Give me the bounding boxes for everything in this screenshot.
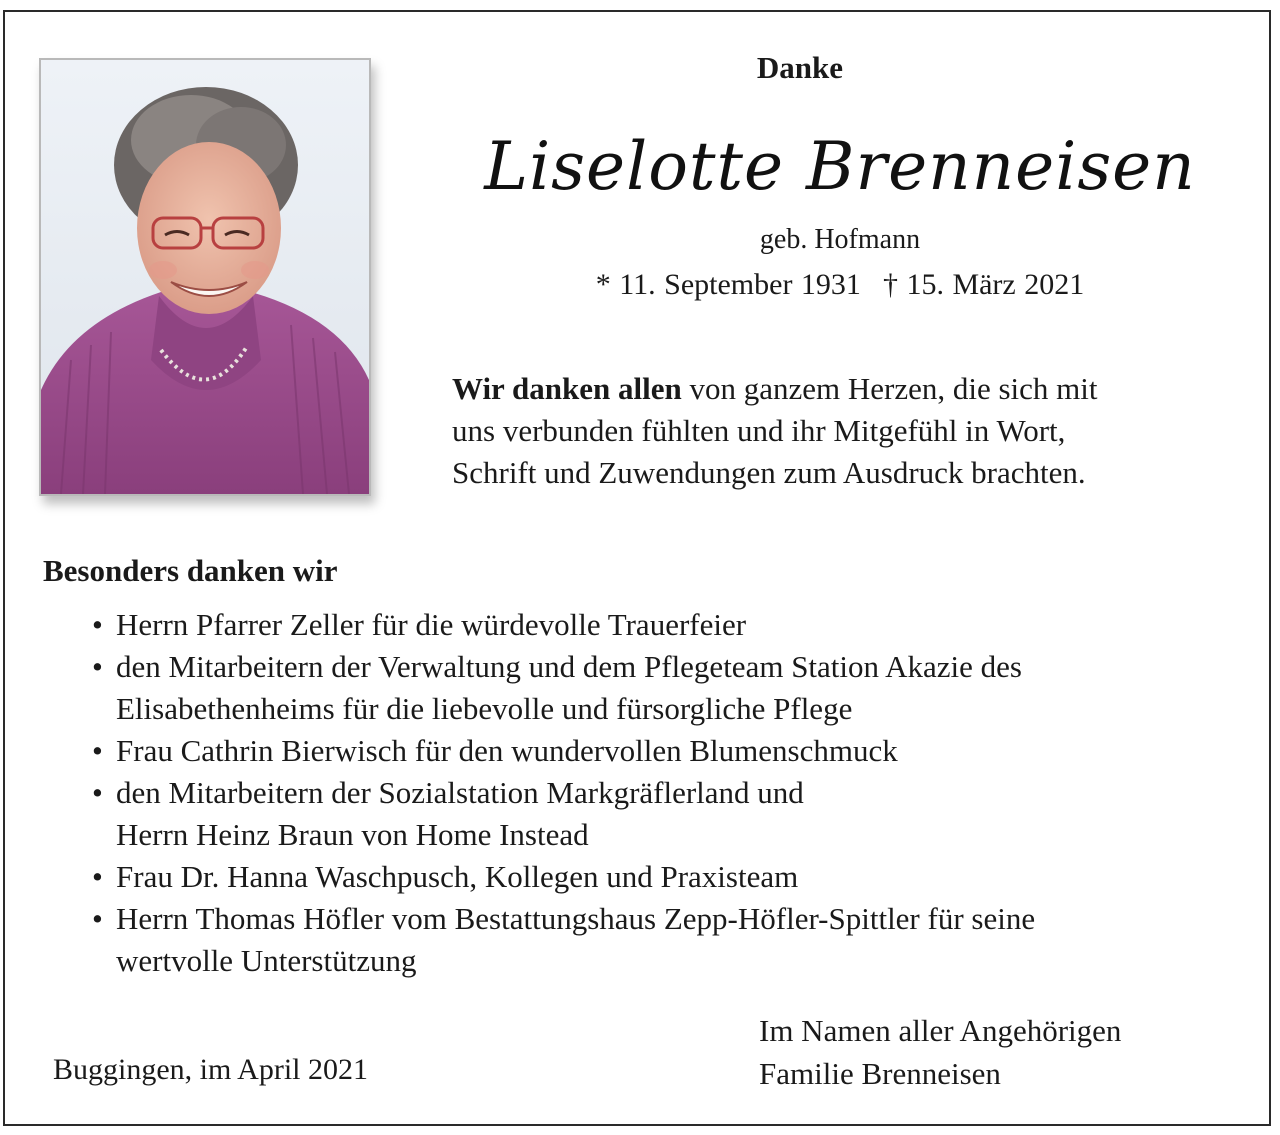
life-dates (560, 268, 1120, 302)
list-item (92, 898, 1212, 982)
special-thanks-heading: Besonders danken wir (43, 553, 338, 588)
list-item (92, 730, 1212, 772)
thanks-line-2: uns verbunden fühlten und ihr Mitgefühl in Wort, (452, 413, 1066, 448)
list-item-line: Elisabethenheims für die liebevolle und fürsorgliche Pflege (116, 691, 853, 726)
list-item-line: wertvolle Unterstützung (116, 943, 417, 978)
bullet: • (92, 607, 103, 642)
thanks-paragraph (452, 368, 1252, 494)
signature-line-2: Familie Brenneisen (759, 1056, 1001, 1091)
bullet: • (92, 859, 103, 894)
list-item (92, 646, 1212, 730)
signature-line-1: Im Namen aller Angehörigen (759, 1013, 1122, 1048)
thanks-line-1-rest: von ganzem Herzen, die sich mit (681, 371, 1098, 406)
list-item-line: den Mitarbeitern der Verwaltung und dem Pflegeteam Station Akazie des (116, 649, 1022, 684)
deceased-name: Liselotte Brenneisen (484, 128, 1196, 205)
place-and-date: Buggingen, im April 2021 (53, 1053, 368, 1086)
bullet: • (92, 649, 103, 684)
maiden-name: geb. Hofmann (759, 224, 921, 255)
thanks-line-3: Schrift und Zuwendungen zum Ausdruck brachten. (452, 455, 1086, 490)
bullet: • (92, 733, 103, 768)
list-item-line: Herrn Pfarrer Zeller für die würdevolle Trauerfeier (116, 607, 747, 642)
list-item-line: Frau Cathrin Bierwisch für den wundervollen Blumenschmuck (116, 733, 898, 768)
portrait-photo (39, 58, 371, 496)
list-item-line: den Mitarbeitern der Sozialstation Markgräflerland und (116, 775, 804, 810)
list-item (92, 856, 1212, 898)
signature-block (759, 1009, 1121, 1095)
list-item (92, 604, 1212, 646)
thanks-bold-lead: Wir danken allen (452, 371, 682, 406)
bullet: • (92, 901, 103, 936)
list-item-line: Herrn Heinz Braun von Home Instead (116, 817, 589, 852)
list-item-line: Frau Dr. Hanna Waschpusch, Kollegen und Praxisteam (116, 859, 799, 894)
list-item-line: Herrn Thomas Höfler vom Bestattungshaus Zepp-Höfler-Spittler für seine (116, 901, 1036, 936)
birth-date: * 11. September 1931 (595, 268, 861, 301)
notice-heading: Danke (756, 50, 844, 85)
list-item (92, 772, 1212, 856)
thanks-line-1 (452, 368, 1252, 410)
death-date: † 15. März 2021 (882, 268, 1085, 301)
bullet: • (92, 775, 103, 810)
special-thanks-list (92, 604, 1212, 982)
